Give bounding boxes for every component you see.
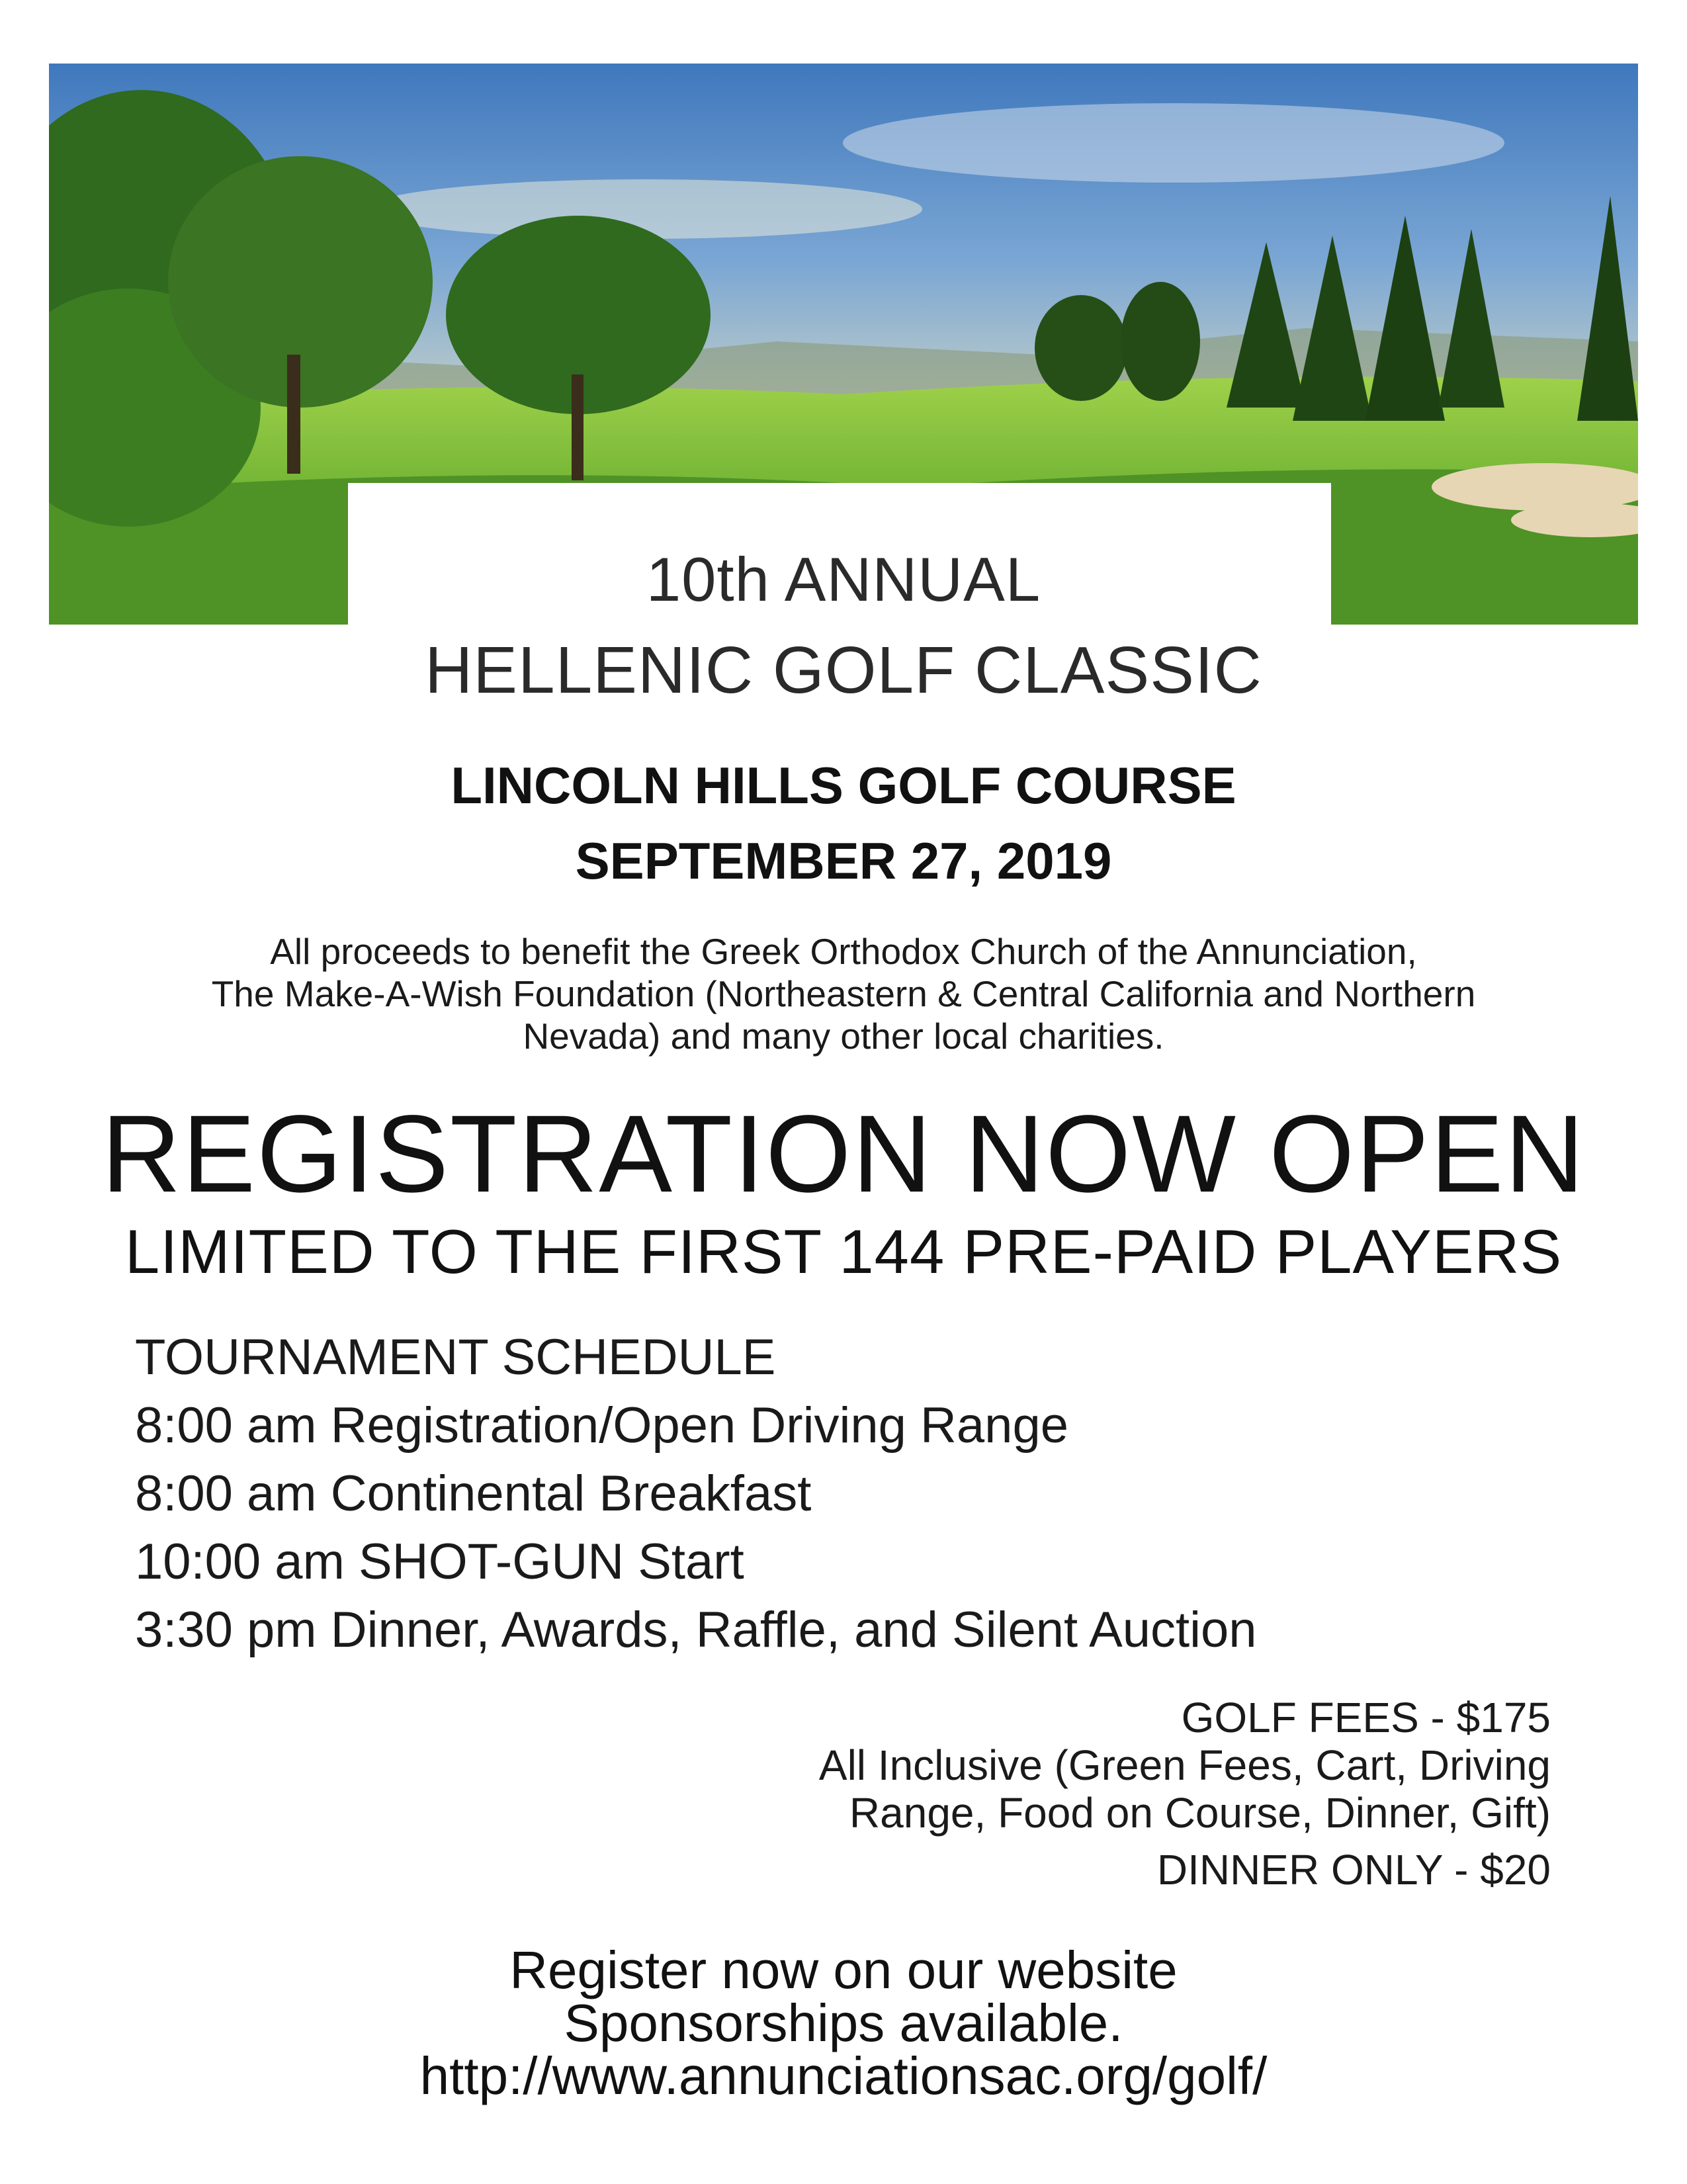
inclusive-details: All Inclusive (Green Fees, Cart, Driving xyxy=(818,1741,1551,1789)
schedule-item: 3:30 pm Dinner, Awards, Raffle, and Silent Auction xyxy=(135,1602,1257,1658)
schedule-item: 8:00 am Registration/Open Driving Range xyxy=(135,1397,1068,1454)
fees-block xyxy=(625,1694,1551,1894)
website-link[interactable]: http://www.annunciationsac.org/golf/ xyxy=(419,2046,1268,2105)
benefit-line: Nevada) and many other local charities. xyxy=(523,1016,1164,1057)
schedule-heading: TOURNAMENT SCHEDULE xyxy=(135,1329,776,1385)
event-edition-title: 10th ANNUAL xyxy=(646,545,1041,614)
register-text: Register now on our website xyxy=(509,1941,1178,1999)
event-date: SEPTEMBER 27, 2019 xyxy=(575,832,1112,890)
tournament-schedule xyxy=(135,1323,1590,1664)
golf-fee: GOLF FEES - $175 xyxy=(1181,1694,1551,1741)
benefit-statement xyxy=(0,930,1687,1057)
benefit-line: All proceeds to benefit the Greek Orthodox Church of the Annunciation, xyxy=(270,931,1417,972)
benefit-line: The Make-A-Wish Foundation (Northeastern & Central California and Northern xyxy=(211,973,1476,1014)
registration-headline: REGISTRATION NOW OPEN xyxy=(101,1093,1586,1215)
schedule-item: 8:00 am Continental Breakfast xyxy=(135,1465,812,1522)
dinner-only-fee: DINNER ONLY - $20 xyxy=(1156,1846,1551,1894)
venue-name: LINCOLN HILLS GOLF COURSE xyxy=(451,756,1236,814)
registration-limit: LIMITED TO THE FIRST 144 PRE-PAID PLAYERS xyxy=(124,1217,1563,1286)
schedule-item: 10:00 am SHOT-GUN Start xyxy=(135,1534,744,1590)
inclusive-details: Range, Food on Course, Dinner, Gift) xyxy=(849,1789,1551,1837)
sponsorship-text: Sponsorships available. xyxy=(564,1993,1123,2052)
footer-call-to-action xyxy=(0,1941,1687,2105)
event-name-title: HELLENIC GOLF CLASSIC xyxy=(425,633,1262,707)
